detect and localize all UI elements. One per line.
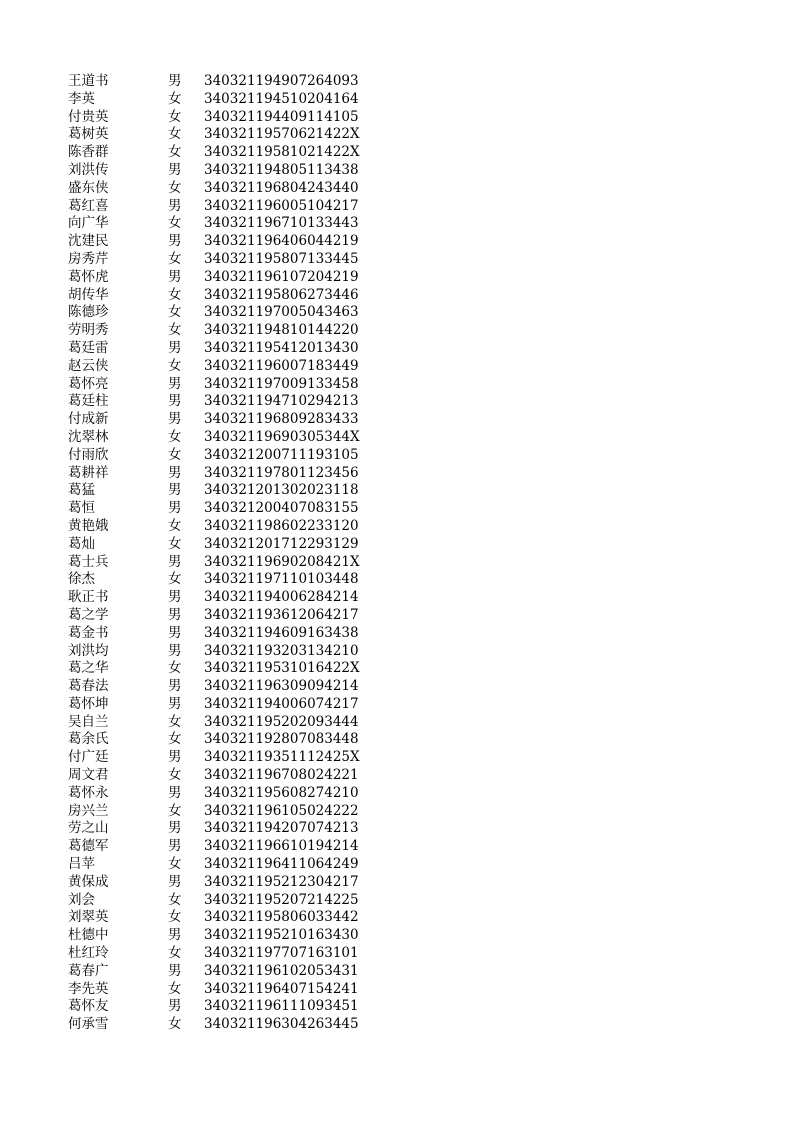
table-row <box>68 482 364 500</box>
table-row <box>68 981 364 999</box>
name-cell: 赵云侠 <box>68 357 109 374</box>
id-number-cell: 340321201712293129 <box>204 535 359 552</box>
name-cell: 葛士兵 <box>68 553 109 570</box>
id-number-cell: 340321196610194214 <box>204 838 359 855</box>
id-number-cell: 340321197707163101 <box>204 945 359 962</box>
table-row <box>68 180 364 198</box>
id-number-cell: 340321194810144220 <box>204 322 359 339</box>
id-number-cell: 340321197110103448 <box>204 571 359 588</box>
name-cell: 葛恒 <box>68 500 95 517</box>
id-number-cell: 340321197005043463 <box>204 304 359 321</box>
id-number-cell: 340321195806033442 <box>204 909 359 926</box>
name-cell: 葛怀虎 <box>68 268 109 285</box>
name-cell: 李英 <box>68 90 95 107</box>
gender-cell: 女 <box>168 980 182 997</box>
id-number-cell: 340321194609163438 <box>204 624 359 641</box>
gender-cell: 男 <box>168 695 182 712</box>
gender-cell: 男 <box>168 624 182 641</box>
gender-cell: 女 <box>168 357 182 374</box>
name-cell: 胡传华 <box>68 286 109 303</box>
name-cell: 耿正书 <box>68 589 109 606</box>
table-row <box>68 909 364 927</box>
gender-cell: 女 <box>168 802 182 819</box>
gender-cell: 男 <box>168 161 182 178</box>
name-cell: 刘洪均 <box>68 642 109 659</box>
name-cell: 葛春广 <box>68 962 109 979</box>
gender-cell: 男 <box>168 589 182 606</box>
id-number-cell: 340321194510204164 <box>204 90 359 107</box>
table-row <box>68 767 364 785</box>
name-cell: 陈德珍 <box>68 304 109 321</box>
gender-cell: 女 <box>168 856 182 873</box>
id-number-cell: 340321194409114105 <box>204 108 359 125</box>
gender-cell: 女 <box>168 945 182 962</box>
gender-cell: 男 <box>168 375 182 392</box>
id-number-cell: 340321195210163430 <box>204 927 359 944</box>
table-row <box>68 393 364 411</box>
table-row <box>68 963 364 981</box>
name-cell: 向广华 <box>68 215 109 232</box>
name-cell: 杜德中 <box>68 927 109 944</box>
name-cell: 葛怀永 <box>68 784 109 801</box>
name-cell: 吴自兰 <box>68 713 109 730</box>
table-row <box>68 749 364 767</box>
name-cell: 杜红玲 <box>68 945 109 962</box>
gender-cell: 男 <box>168 749 182 766</box>
gender-cell: 男 <box>168 482 182 499</box>
id-number-cell: 340321194006284214 <box>204 589 359 606</box>
gender-cell: 男 <box>168 464 182 481</box>
gender-cell: 女 <box>168 535 182 552</box>
gender-cell: 女 <box>168 144 182 161</box>
table-row <box>68 998 364 1016</box>
gender-cell: 男 <box>168 553 182 570</box>
id-number-cell: 340321196102053431 <box>204 962 359 979</box>
gender-cell: 男 <box>168 268 182 285</box>
roster-table <box>68 73 364 1034</box>
gender-cell: 男 <box>168 73 182 89</box>
name-cell: 何承雪 <box>68 1016 109 1033</box>
id-number-cell: 340321194207074213 <box>204 820 359 837</box>
table-row <box>68 554 364 572</box>
gender-cell: 女 <box>168 660 182 677</box>
name-cell: 周文君 <box>68 767 109 784</box>
id-number-cell: 340321200407083155 <box>204 500 359 517</box>
table-row <box>68 429 364 447</box>
table-row <box>68 678 364 696</box>
table-row <box>68 927 364 945</box>
table-row <box>68 358 364 376</box>
table-row <box>68 820 364 838</box>
name-cell: 葛怀友 <box>68 998 109 1015</box>
id-number-cell: 34032119351112425X <box>204 749 360 766</box>
name-cell: 劳之山 <box>68 820 109 837</box>
gender-cell: 女 <box>168 891 182 908</box>
table-row <box>68 838 364 856</box>
id-number-cell: 340321194907264093 <box>204 73 359 89</box>
name-cell: 葛金书 <box>68 624 109 641</box>
gender-cell: 男 <box>168 873 182 890</box>
id-number-cell: 340321196407154241 <box>204 980 359 997</box>
table-row <box>68 785 364 803</box>
name-cell: 刘翠英 <box>68 909 109 926</box>
id-number-cell: 340321192807083448 <box>204 731 359 748</box>
table-row <box>68 518 364 536</box>
table-row <box>68 340 364 358</box>
gender-cell: 女 <box>168 286 182 303</box>
table-row <box>68 660 364 678</box>
name-cell: 劳明秀 <box>68 322 109 339</box>
table-row <box>68 447 364 465</box>
id-number-cell: 340321196406044219 <box>204 233 359 250</box>
table-row <box>68 233 364 251</box>
table-row <box>68 607 364 625</box>
gender-cell: 女 <box>168 909 182 926</box>
name-cell: 黄艳娥 <box>68 517 109 534</box>
id-number-cell: 34032119581021422X <box>204 144 360 161</box>
id-number-cell: 340321193612064217 <box>204 606 359 623</box>
gender-cell: 女 <box>168 428 182 445</box>
id-number-cell: 34032119531016422X <box>204 660 360 677</box>
name-cell: 付贵英 <box>68 108 109 125</box>
gender-cell: 女 <box>168 731 182 748</box>
gender-cell: 男 <box>168 927 182 944</box>
id-number-cell: 340321201302023118 <box>204 482 359 499</box>
name-cell: 沈建民 <box>68 233 109 250</box>
id-number-cell: 340321196809283433 <box>204 411 359 428</box>
name-cell: 刘会 <box>68 891 95 908</box>
gender-cell: 女 <box>168 126 182 143</box>
table-row <box>68 500 364 518</box>
id-number-cell: 340321195207214225 <box>204 891 359 908</box>
name-cell: 吕苹 <box>68 856 95 873</box>
table-row <box>68 874 364 892</box>
table-row <box>68 91 364 109</box>
gender-cell: 女 <box>168 571 182 588</box>
name-cell: 葛德军 <box>68 838 109 855</box>
gender-cell: 男 <box>168 962 182 979</box>
name-cell: 葛怀坤 <box>68 695 109 712</box>
table-row <box>68 215 364 233</box>
id-number-cell: 340321197009133458 <box>204 375 359 392</box>
gender-cell: 女 <box>168 108 182 125</box>
name-cell: 葛猛 <box>68 482 95 499</box>
table-row <box>68 304 364 322</box>
table-row <box>68 856 364 874</box>
table-row <box>68 162 364 180</box>
gender-cell: 男 <box>168 998 182 1015</box>
gender-cell: 女 <box>168 179 182 196</box>
table-row <box>68 376 364 394</box>
table-row <box>68 144 364 162</box>
id-number-cell: 340321196304263445 <box>204 1016 359 1033</box>
gender-cell: 女 <box>168 322 182 339</box>
gender-cell: 男 <box>168 642 182 659</box>
name-cell: 陈香群 <box>68 144 109 161</box>
name-cell: 葛红喜 <box>68 197 109 214</box>
id-number-cell: 340321196005104217 <box>204 197 359 214</box>
name-cell: 房秀芹 <box>68 250 109 267</box>
gender-cell: 男 <box>168 606 182 623</box>
name-cell: 葛耕祥 <box>68 464 109 481</box>
table-row <box>68 109 364 127</box>
gender-cell: 男 <box>168 838 182 855</box>
name-cell: 葛怀亮 <box>68 375 109 392</box>
gender-cell: 男 <box>168 393 182 410</box>
gender-cell: 女 <box>168 215 182 232</box>
table-row <box>68 198 364 216</box>
id-number-cell: 340321196007183449 <box>204 357 359 374</box>
table-row <box>68 1016 364 1034</box>
gender-cell: 女 <box>168 304 182 321</box>
table-row <box>68 731 364 749</box>
gender-cell: 女 <box>168 90 182 107</box>
id-number-cell: 34032119690305344X <box>204 428 360 445</box>
gender-cell: 女 <box>168 250 182 267</box>
name-cell: 葛之学 <box>68 606 109 623</box>
id-number-cell: 340321195212304217 <box>204 873 359 890</box>
table-row <box>68 714 364 732</box>
name-cell: 葛灿 <box>68 535 95 552</box>
id-number-cell: 340321197801123456 <box>204 464 359 481</box>
gender-cell: 男 <box>168 197 182 214</box>
id-number-cell: 340321196804243440 <box>204 179 359 196</box>
table-row <box>68 571 364 589</box>
gender-cell: 女 <box>168 446 182 463</box>
name-cell: 付成新 <box>68 411 109 428</box>
id-number-cell: 340321196708024221 <box>204 767 359 784</box>
table-row <box>68 269 364 287</box>
name-cell: 付广廷 <box>68 749 109 766</box>
name-cell: 葛廷雷 <box>68 339 109 356</box>
table-row <box>68 803 364 821</box>
id-number-cell: 34032119570621422X <box>204 126 360 143</box>
name-cell: 葛树英 <box>68 126 109 143</box>
table-row <box>68 465 364 483</box>
gender-cell: 女 <box>168 713 182 730</box>
id-number-cell: 340321196111093451 <box>204 998 359 1015</box>
id-number-cell: 340321194805113438 <box>204 161 359 178</box>
table-row <box>68 411 364 429</box>
name-cell: 付雨欣 <box>68 446 109 463</box>
id-number-cell: 340321200711193105 <box>204 446 359 463</box>
id-number-cell: 340321195806273446 <box>204 286 359 303</box>
name-cell: 徐杰 <box>68 571 95 588</box>
gender-cell: 男 <box>168 233 182 250</box>
id-number-cell: 340321193203134210 <box>204 642 359 659</box>
name-cell: 李先英 <box>68 980 109 997</box>
name-cell: 葛春法 <box>68 678 109 695</box>
name-cell: 沈翠林 <box>68 428 109 445</box>
id-number-cell: 340321195608274210 <box>204 784 359 801</box>
id-number-cell: 340321196309094214 <box>204 678 359 695</box>
gender-cell: 女 <box>168 517 182 534</box>
gender-cell: 男 <box>168 678 182 695</box>
name-cell: 葛之华 <box>68 660 109 677</box>
table-row <box>68 643 364 661</box>
name-cell: 葛余氏 <box>68 731 109 748</box>
gender-cell: 女 <box>168 767 182 784</box>
id-number-cell: 340321195202093444 <box>204 713 359 730</box>
id-number-cell: 340321194710294213 <box>204 393 359 410</box>
name-cell: 盛东侠 <box>68 179 109 196</box>
name-cell: 黄保成 <box>68 873 109 890</box>
gender-cell: 男 <box>168 820 182 837</box>
table-row <box>68 536 364 554</box>
table-row <box>68 322 364 340</box>
gender-cell: 男 <box>168 500 182 517</box>
gender-cell: 男 <box>168 411 182 428</box>
name-cell: 王道书 <box>68 73 109 89</box>
table-row <box>68 945 364 963</box>
gender-cell: 女 <box>168 1016 182 1033</box>
id-number-cell: 340321195412013430 <box>204 339 359 356</box>
table-row <box>68 287 364 305</box>
id-number-cell: 340321196107204219 <box>204 268 359 285</box>
id-number-cell: 340321196105024222 <box>204 802 359 819</box>
table-row <box>68 251 364 269</box>
table-row <box>68 625 364 643</box>
table-row <box>68 126 364 144</box>
id-number-cell: 34032119690208421X <box>204 553 360 570</box>
table-row <box>68 696 364 714</box>
id-number-cell: 340321196411064249 <box>204 856 359 873</box>
gender-cell: 男 <box>168 784 182 801</box>
gender-cell: 男 <box>168 339 182 356</box>
table-row <box>68 892 364 910</box>
name-cell: 葛廷柱 <box>68 393 109 410</box>
id-number-cell: 340321195807133445 <box>204 250 359 267</box>
name-cell: 房兴兰 <box>68 802 109 819</box>
table-row <box>68 73 364 91</box>
id-number-cell: 340321194006074217 <box>204 695 359 712</box>
table-row <box>68 589 364 607</box>
id-number-cell: 340321196710133443 <box>204 215 359 232</box>
id-number-cell: 340321198602233120 <box>204 517 359 534</box>
name-cell: 刘洪传 <box>68 161 109 178</box>
